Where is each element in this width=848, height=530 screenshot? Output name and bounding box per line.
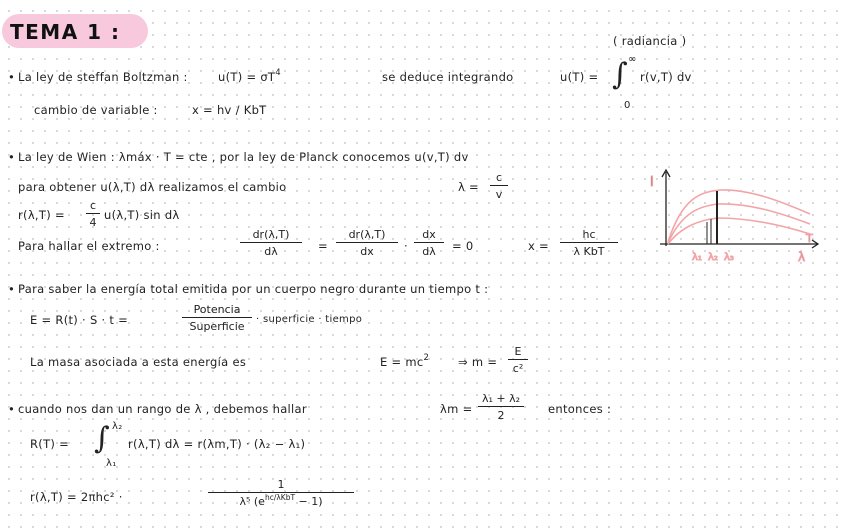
integral-lower-2: λ₁: [106, 458, 117, 469]
radiancia-range-rhs: r(λ,T) dλ = r(λm,T) · (λ₂ − λ₁): [128, 437, 306, 451]
temperature-label: T: [806, 232, 813, 245]
c-over-4-fraction: [86, 199, 100, 229]
equals-zero: = 0: [452, 239, 474, 253]
energia-total-line: Para saber la energía total emitida por un cuerpo negro durante un tiempo t :: [18, 282, 489, 296]
radiancia-label: ( radiancia ): [613, 34, 687, 48]
fraction-bar: [478, 406, 524, 407]
planck-law-lhs: r(λ,T) = 2πhc² ·: [30, 490, 123, 504]
u-lhs: u(T) =: [560, 70, 599, 84]
radiancia-range-lhs: R(T) =: [30, 437, 70, 451]
f1-num: dr(λ,T): [252, 228, 290, 241]
lambda1-label: λ₁: [692, 252, 702, 263]
cambio-variable-formula: x = hv / KbT: [192, 103, 267, 117]
sb-formula-base: u(T) = σT: [218, 70, 276, 84]
superficie-den: Superficie: [189, 320, 245, 333]
dr-dlambda-fraction: [240, 228, 302, 258]
dr-dx-fraction: [336, 228, 398, 258]
fraction-bar: [414, 242, 444, 243]
sb-formula-exp: 4: [275, 68, 281, 78]
planck-num: 1: [277, 478, 285, 491]
planck-den: [208, 495, 354, 508]
lambda-frac-num: c: [495, 171, 503, 184]
x-fraction: [560, 228, 618, 258]
x-frac-num: hc: [582, 228, 596, 241]
rango-text: cuando nos dan un rango de λ , debemos hallar: [18, 402, 307, 416]
bullet-2: •: [8, 150, 16, 164]
f3-den: dλ: [422, 245, 436, 258]
planck-law-fraction: [208, 478, 354, 508]
lambda-frac-den: v: [495, 188, 503, 201]
integral-upper-2: λ₂: [112, 421, 123, 432]
integral-sign-2: ∫: [94, 421, 110, 456]
r-lambda-rhs: u(λ,T) sin dλ: [104, 208, 180, 222]
wien-line: La ley de Wien : λmáx · T = cte , por la ley de Planck conocemos u(v,T) dv: [18, 150, 469, 164]
lambda2-label: λ₂: [708, 252, 718, 263]
potencia-num: Potencia: [193, 303, 241, 316]
lm-num: λ₁ + λ₂: [481, 392, 521, 405]
integrand-1: r(v,T) dv: [640, 70, 692, 84]
emc-exp: 2: [423, 353, 430, 363]
dot-sign: ·: [404, 239, 408, 253]
implies-m: ⇒ m =: [458, 355, 498, 369]
energy-equation-rhs: · superficie · tiempo: [256, 314, 363, 325]
stefan-boltzmann-formula: [218, 70, 281, 84]
lambda3-label: λ₃: [724, 252, 734, 263]
dx-dlambda-fraction: [414, 228, 444, 258]
fraction-bar: [336, 242, 398, 243]
integral-upper-1: ∞: [628, 54, 637, 65]
fraction-bar: [560, 242, 618, 243]
planck-curves-graph: [648, 164, 832, 268]
bullet-1: •: [8, 70, 16, 84]
deduce-text: se deduce integrando: [382, 70, 514, 84]
lm-den: 2: [497, 409, 505, 422]
einstein-equation: [380, 355, 429, 369]
integral-lower-1: 0: [624, 100, 631, 111]
bullet-3: •: [8, 282, 16, 296]
entonces-text: entonces :: [548, 402, 612, 416]
x-frac-den: λ KbT: [573, 245, 605, 258]
fraction-bar: [490, 185, 508, 186]
potencia-superficie-fraction: [182, 303, 252, 333]
y-axis-label: I: [650, 175, 654, 190]
m-frac-den: c²: [512, 362, 524, 375]
f2-den: dx: [360, 245, 374, 258]
lambda-m-fraction: [478, 392, 524, 422]
emc-base: E = mc: [380, 355, 424, 369]
masa-text: La masa asociada a esta energía es: [30, 355, 247, 369]
page-title: TEMA 1 :: [10, 20, 121, 44]
planck-den-exp: hc/λKbT: [264, 493, 296, 502]
lambda-fraction: [490, 171, 508, 201]
integral-sign-1: ∫: [612, 57, 628, 92]
bullet-4: •: [8, 402, 16, 416]
lambda-m-lhs: λm =: [440, 402, 473, 416]
fraction-bar: [240, 242, 302, 243]
f1-den: dλ: [264, 245, 278, 258]
title-highlight: [2, 14, 148, 48]
stefan-boltzmann-text: La ley de steffan Boltzman :: [18, 70, 188, 84]
f3-num: dx: [422, 228, 436, 241]
energy-equation-lhs: E = R(t) · S · t =: [30, 313, 129, 327]
x-axis-label: λ: [798, 250, 806, 264]
fraction-bar: [182, 317, 252, 318]
cambio-variable-text: cambio de variable :: [34, 103, 158, 117]
planck-den-end: − 1): [295, 495, 323, 508]
f2-num: dr(λ,T): [348, 228, 386, 241]
m-frac-num: E: [514, 345, 522, 358]
planck-curve-mid: [668, 204, 810, 243]
c4-num: c: [89, 199, 97, 212]
c4-den: 4: [89, 216, 97, 229]
e-over-c2-fraction: [508, 345, 528, 375]
fraction-bar: [86, 213, 100, 214]
equals-sign: =: [318, 239, 328, 253]
r-lambda-lhs: r(λ,T) =: [18, 208, 65, 222]
fraction-bar: [508, 359, 528, 360]
planck-change-text: para obtener u(λ,T) dλ realizamos el cambio: [18, 180, 287, 194]
planck-den-base: λ⁵ (e: [239, 495, 265, 508]
x-lhs: x =: [528, 239, 549, 253]
lambda-lhs: λ =: [458, 180, 479, 194]
planck-curve-low: [668, 218, 810, 244]
extremo-text: Para hallar el extremo :: [18, 239, 160, 253]
